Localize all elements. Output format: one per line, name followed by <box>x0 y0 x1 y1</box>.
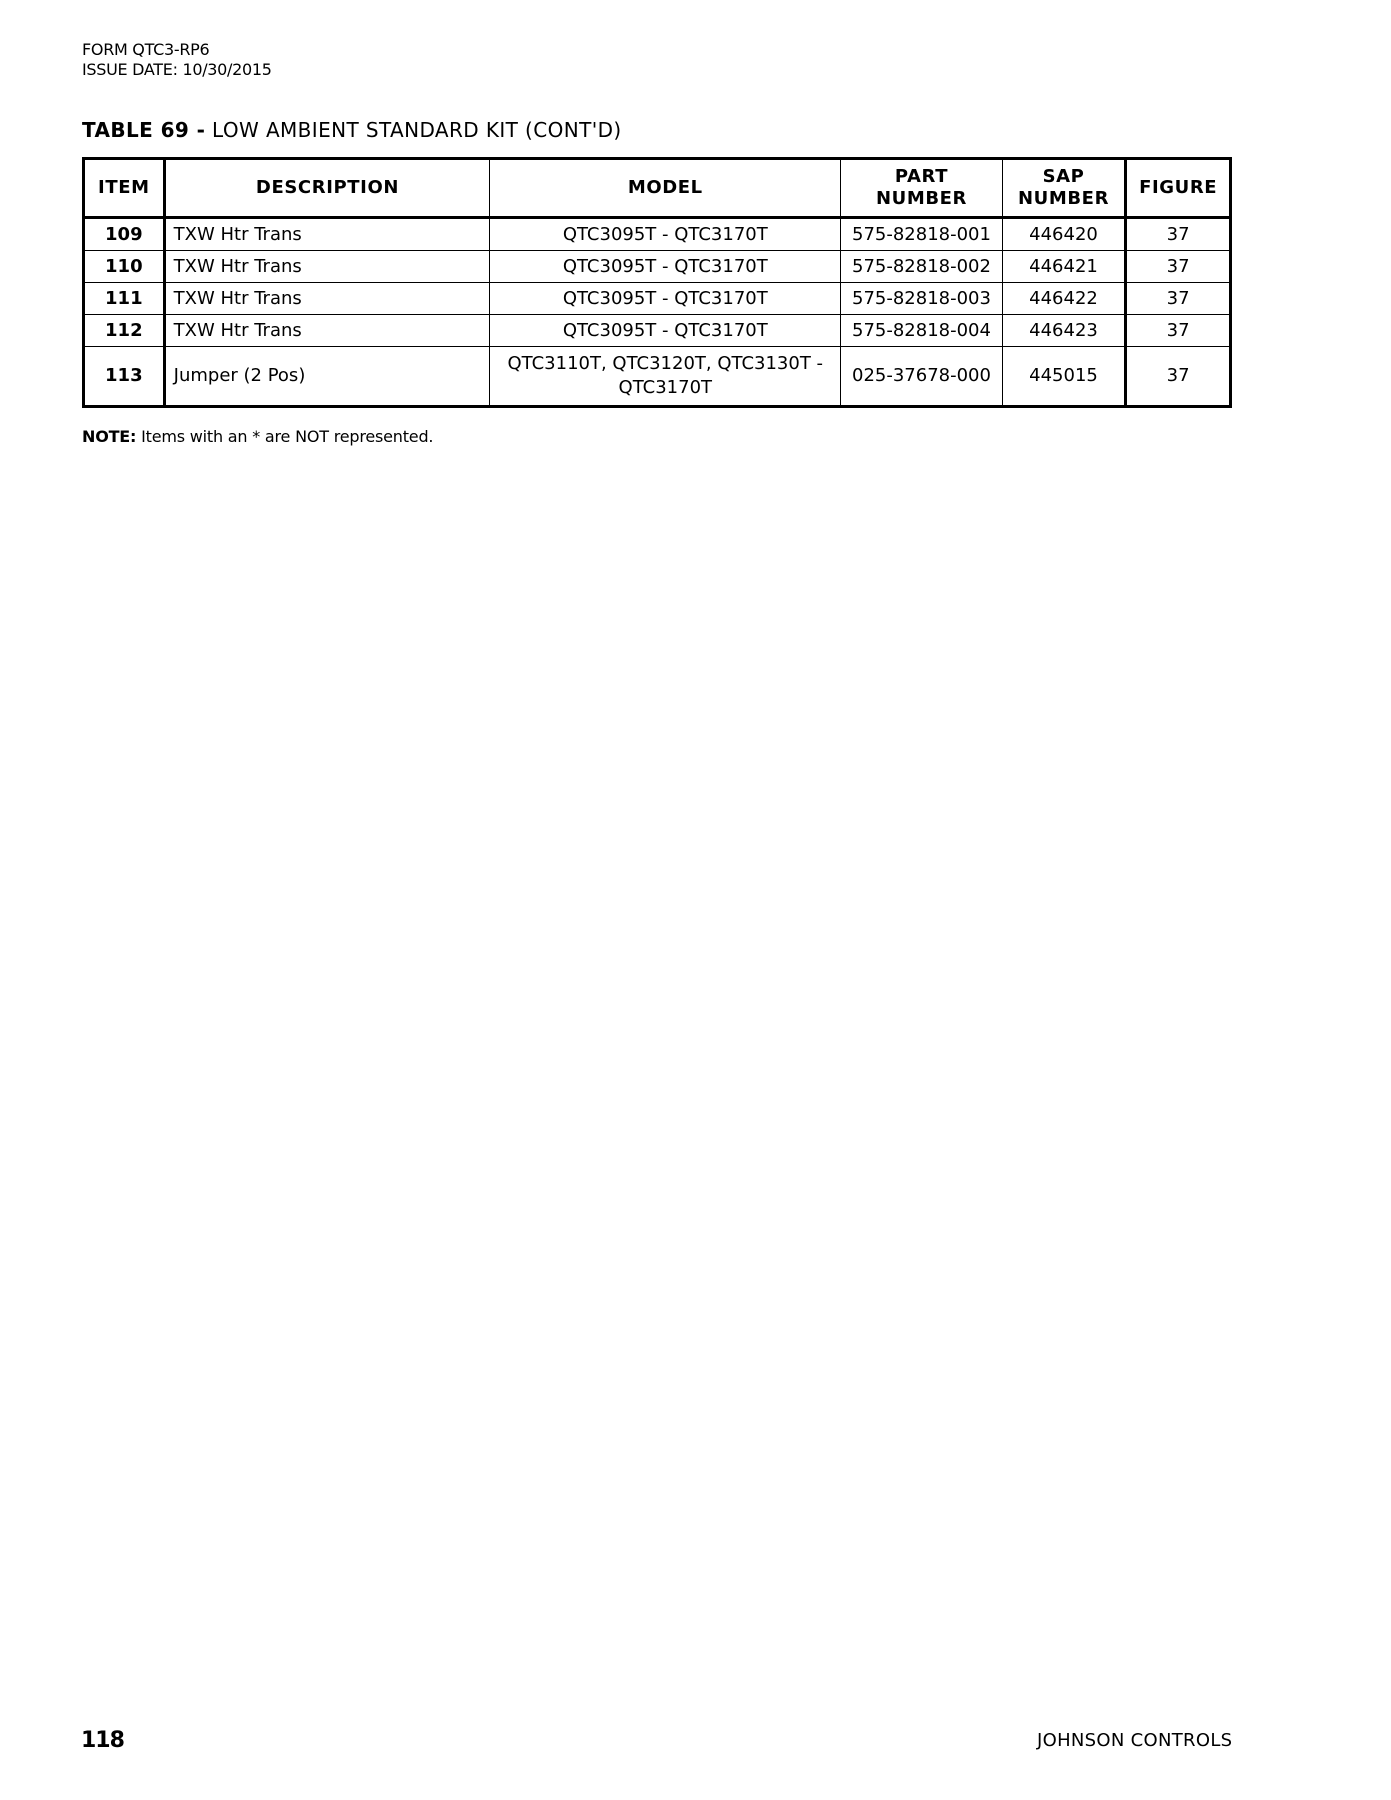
cell-part-number: 575-82818-002 <box>841 251 1003 283</box>
cell-model: QTC3095T - QTC3170T <box>490 251 841 283</box>
column-header-part-number: PART NUMBER <box>841 159 1003 218</box>
form-header <box>82 40 272 80</box>
cell-sap-number: 445015 <box>1002 347 1126 407</box>
table-row <box>84 347 1231 407</box>
cell-item: 109 <box>84 218 165 251</box>
cell-figure: 37 <box>1126 315 1231 347</box>
cell-part-number: 575-82818-003 <box>841 283 1003 315</box>
cell-model: QTC3095T - QTC3170T <box>490 283 841 315</box>
table-title-text: LOW AMBIENT STANDARD KIT (CONT'D) <box>205 118 622 142</box>
cell-model: QTC3110T, QTC3120T, QTC3130T - QTC3170T <box>490 347 841 407</box>
cell-item: 112 <box>84 315 165 347</box>
table-row <box>84 283 1231 315</box>
cell-model: QTC3095T - QTC3170T <box>490 315 841 347</box>
column-header-description: DESCRIPTION <box>164 159 490 218</box>
cell-sap-number: 446422 <box>1002 283 1126 315</box>
table-title <box>82 118 622 142</box>
cell-sap-number: 446420 <box>1002 218 1126 251</box>
cell-description: TXW Htr Trans <box>164 218 490 251</box>
cell-description: TXW Htr Trans <box>164 251 490 283</box>
column-header-figure: FIGURE <box>1126 159 1231 218</box>
cell-part-number: 575-82818-001 <box>841 218 1003 251</box>
table-note <box>82 427 433 446</box>
cell-description: TXW Htr Trans <box>164 283 490 315</box>
column-header-item: ITEM <box>84 159 165 218</box>
column-header-sap-number: SAP NUMBER <box>1002 159 1126 218</box>
issue-date: ISSUE DATE: 10/30/2015 <box>82 60 272 79</box>
table-row <box>84 218 1231 251</box>
table-row <box>84 251 1231 283</box>
cell-part-number: 025-37678-000 <box>841 347 1003 407</box>
cell-item: 113 <box>84 347 165 407</box>
footer-brand: JOHNSON CONTROLS <box>1037 1730 1233 1751</box>
cell-figure: 37 <box>1126 251 1231 283</box>
cell-part-number: 575-82818-004 <box>841 315 1003 347</box>
cell-figure: 37 <box>1126 347 1231 407</box>
cell-figure: 37 <box>1126 283 1231 315</box>
cell-sap-number: 446423 <box>1002 315 1126 347</box>
note-label: NOTE: <box>82 427 137 446</box>
page-number: 118 <box>81 1728 124 1753</box>
parts-table <box>82 157 1232 408</box>
note-text: Items with an * are NOT represented. <box>136 427 434 446</box>
column-header-model: MODEL <box>490 159 841 218</box>
cell-model: QTC3095T - QTC3170T <box>490 218 841 251</box>
cell-description: TXW Htr Trans <box>164 315 490 347</box>
form-number: FORM QTC3-RP6 <box>82 40 210 59</box>
table-header-row <box>84 159 1231 218</box>
cell-description: Jumper (2 Pos) <box>164 347 490 407</box>
cell-item: 110 <box>84 251 165 283</box>
table-title-number: TABLE 69 - <box>82 118 206 142</box>
cell-item: 111 <box>84 283 165 315</box>
cell-figure: 37 <box>1126 218 1231 251</box>
cell-sap-number: 446421 <box>1002 251 1126 283</box>
table-row <box>84 315 1231 347</box>
